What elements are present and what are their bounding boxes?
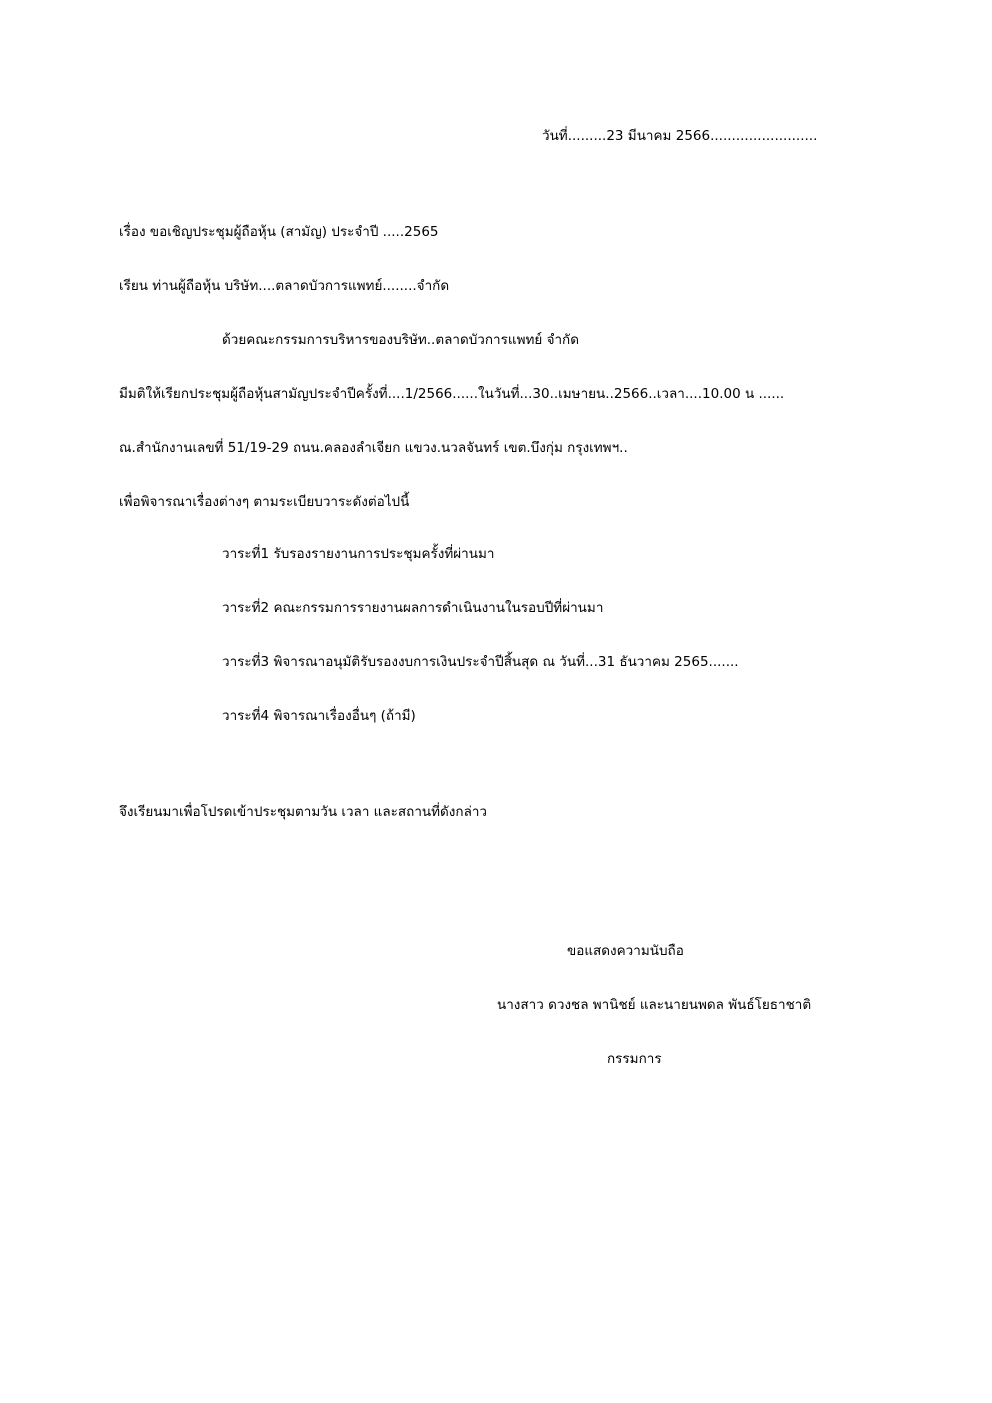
letter-date: วันที่.........23 มีนาคม 2566......................... (542, 128, 818, 144)
letter-closing: จึงเรียนมาเพื่อโปรดเข้าประชุมตามวัน เวลา และสถานที่ดังกล่าว (119, 804, 488, 820)
agenda-intro: เพื่อพิจารณาเรื่องต่างๆ ตามระเบียบวาระดังต่อไปนี้ (119, 494, 410, 510)
letter-regards: ขอแสดงความนับถือ (567, 943, 684, 959)
agenda-item: วาระที่1 รับรองรายงานการประชุมครั้งที่ผ่านมา (222, 546, 495, 562)
meeting-location: ณ.สำนักงานเลขที่ 51/19-29 ถนน.คลองลำเจียก แขวง.นวลจันทร์ เขต.บึงกุ่ม กรุงเทพฯ.. (119, 440, 628, 456)
signer-name: นางสาว ดวงชล พานิชย์ และนายนพดล พันธ์โยธาชาติ (497, 997, 812, 1013)
agenda-item: วาระที่2 คณะกรรมการรายงานผลการดำเนินงานในรอบปีที่ผ่านมา (222, 600, 604, 616)
letter-subject: เรื่อง ขอเชิญประชุมผู้ถือหุ้น (สามัญ) ประจำปี .....2565 (119, 224, 439, 240)
letter-intro: ด้วยคณะกรรมการบริหารของบริษัท..ตลาดบัวการแพทย์ จำกัด (222, 332, 579, 348)
signer-position: กรรมการ (607, 1051, 662, 1067)
agenda-item: วาระที่4 พิจารณาเรื่องอื่นๆ (ถ้ามี) (222, 708, 416, 724)
meeting-details: มีมติให้เรียกประชุมผู้ถือหุ้นสามัญประจำปีครั้งที่....1/2566......ในวันที่...30..เมษายน..2566..เวลา....10.00 น ...... (119, 386, 785, 402)
agenda-item: วาระที่3 พิจารณาอนุมัติรับรองงบการเงินประจำปีสิ้นสุด ณ วันที่...31 ธันวาคม 2565....... (222, 654, 739, 670)
letter-recipient: เรียน ท่านผู้ถือหุ้น บริษัท....ตลาดบัวการแพทย์........จำกัด (119, 278, 450, 294)
